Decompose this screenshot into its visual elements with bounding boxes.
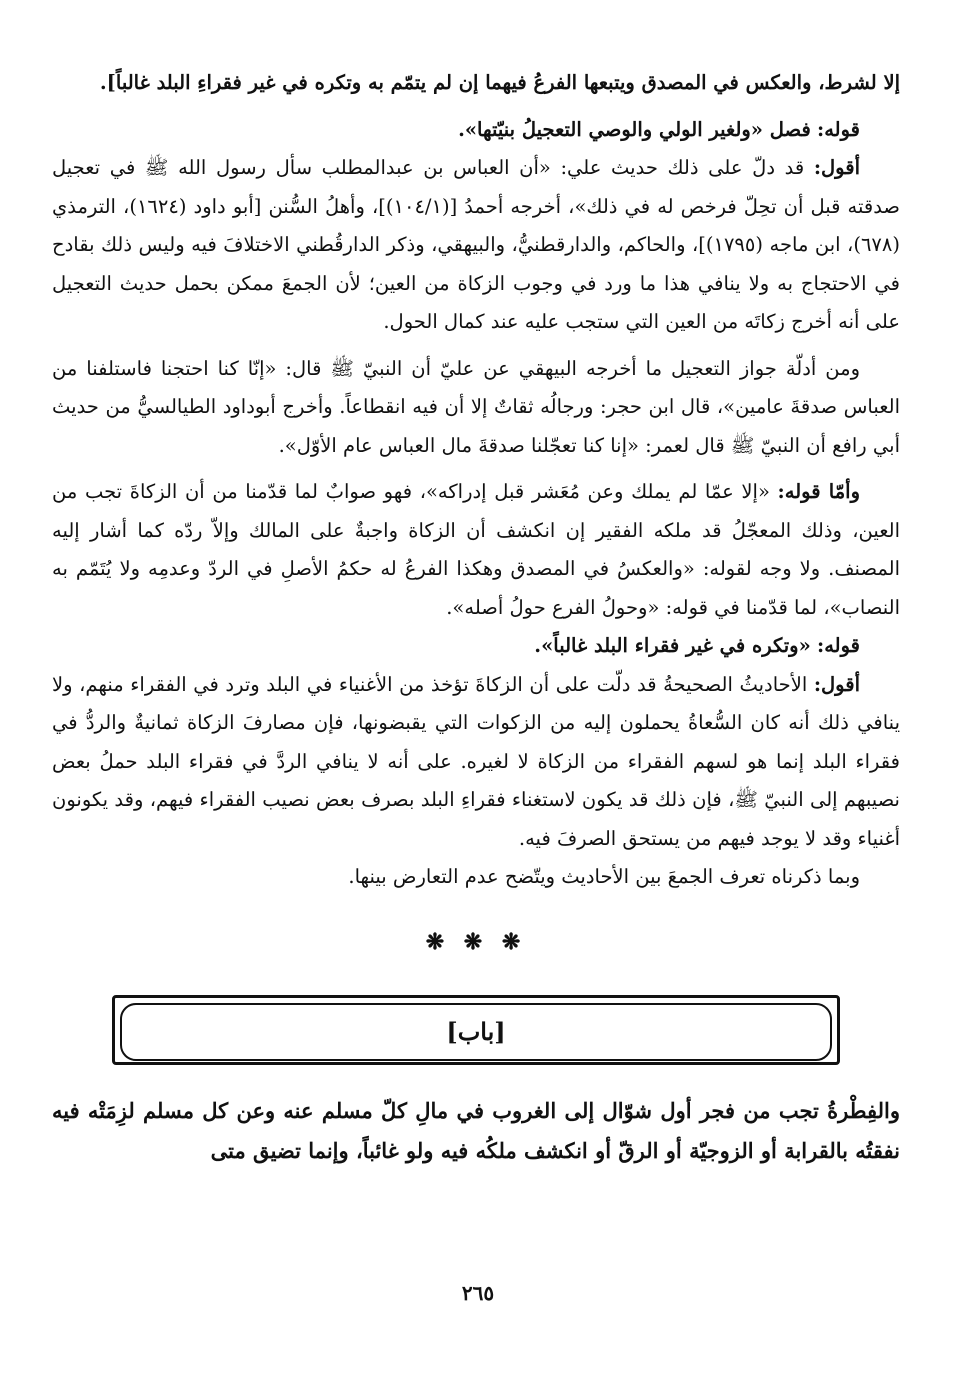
paragraph-5-label: وأمّا قوله: [777,480,861,503]
page-body [52,64,900,1171]
paragraph-7-label: أقول: [813,672,860,696]
paragraph-1: إلا لشرط، والعكس في المصدق ويتبعها الفرعُ فيهما إن لم يتمّم به وتكره في غير فقراءِ البلد غالباً]. [99,71,900,94]
paragraph-7-text: الأحاديثُ الصحيحةُ قد دلّت على أن الزكاةَ تؤخذ من الأغنياء في البلد وترد في الفقراء منهم، ولا ينافي ذلك أنه كان السُّعاةُ يحملون إليه من الزكوات التي يقبضونها، فإن مصارفَ الزكاة ثمانيةٌ والردُّ في فقراء البلد إنما هو لسهم الفقراء من الزكاة لا لغيره. على أنه لا ينافي الردَّ في فقراء البلد حملُ بعض نصيبهم إلى النبيّ ﷺ، فإن ذلك قد يكون لاستغناء فقراءِ البلد بصرف بعض نصيب الفقراء فيهم، وقد يكونون أغنياء وقد لا يوجد فيهم من يستحق الصرفَ فيه. [52,672,900,850]
paragraph-6 [52,627,900,666]
paragraph-6-label: قوله: [817,634,860,657]
paragraph-4: ومن أدلّة جواز التعجيل ما أخرجه البيهقي عن عليّ أن النبيّ ﷺ قال: «إنّا كنا احتجنا فاستلفنا من العباس صدقةَ عامين»، قال ابن حجر: ورجالُه ثقاتٌ إلا أن فيه انقطاعاً. وأخرج أبوداود الطيالسيُّ من حديث أبي رافع أن النبيّ ﷺ قال لعمر: «إنا كنا تعجّلنا صدقةَ مال العباس عام الأوّل». [52,356,900,457]
chapter-text: والفِطْرةُ تجب من فجر أول شوّال إلى الغروب في مالِ كلّ مسلم عنه وعن كل مسلم لزِمَتْه فيه نفقتُه بالقرابة أو الزوجيّة أو الرقّ أو انكشف ملكُه فيه ولو غائباً، وإنما تضيق متى [52,1097,900,1163]
paragraph-2-label: قوله: [817,117,860,141]
paragraph-2 [52,111,900,150]
chapter-heading: [باب] [120,1003,832,1061]
paragraph-5 [52,473,900,627]
section-separator: ❋ ❋ ❋ [425,928,527,955]
paragraph-3-label: أقول: [813,156,860,179]
page-number: ٢٦٥ [461,1281,495,1305]
paragraph-7 [52,666,900,859]
chapter-heading-frame [112,995,840,1065]
paragraph-5-text: «إلا عمّا لم يملك وعن مُعَشر قبل إدراكه»، فهو صوابٌ لما قدّمنا من أن الزكاةَ تجب من العين، وذلك المعجّلُ قد ملكه الفقير إن انكشف أن الزكاة واجبةٌ على المالك وإلاّ ردّه كما أشار إليه المصنف. ولا وجه لقوله: «والعكسُ في المصدق وهكذا الفرعُ له حكمُ الأصلِ في الردّ وعدمِه ولا يُتَمّم به النصاب»، لما قدّمنا في قوله: «وحولُ الفرع حولُ أصله». [52,480,900,619]
paragraph-3 [52,149,900,342]
paragraph-6-text: «وتكره في غير فقراء البلد غالباً». [534,634,811,657]
paragraph-2-text: فصل «ولغير الولي والوصي التعجيلُ بنيّتها». [458,117,811,141]
paragraph-3-text: قد دلّ على ذلك حديث علي: «أن العباس بن عبدالمطلب سأل رسول الله ﷺ في تعجيل صدقته قبل أن تحِلّ فرخص له في ذلك»، أخرجه أحمدُ [(١٠٤/١)]، وأهلُ السُّنن [أبو داود (١٦٢٤)، الترمذي (٦٧٨)، ابن ماجه (١٧٩٥)]، والحاكم، والدارقطنيُّ، والبيهقي، وذكر الدارقُطني الاختلافَ فيه وليس ذلك بقادح في الاحتجاج به ولا ينافي هذا ما ورد في وجوب الزكاة من العين؛ لأن الجمعَ ممكن بحمل حديث التعجيل على أنه أخرج زكاتَه من العين التي ستجب عليه عند كمال الحول. [52,156,900,333]
paragraph-8: وبما ذكرناه تعرف الجمعَ بين الأحاديث ويتّضح عدم التعارض بينها. [348,865,860,888]
